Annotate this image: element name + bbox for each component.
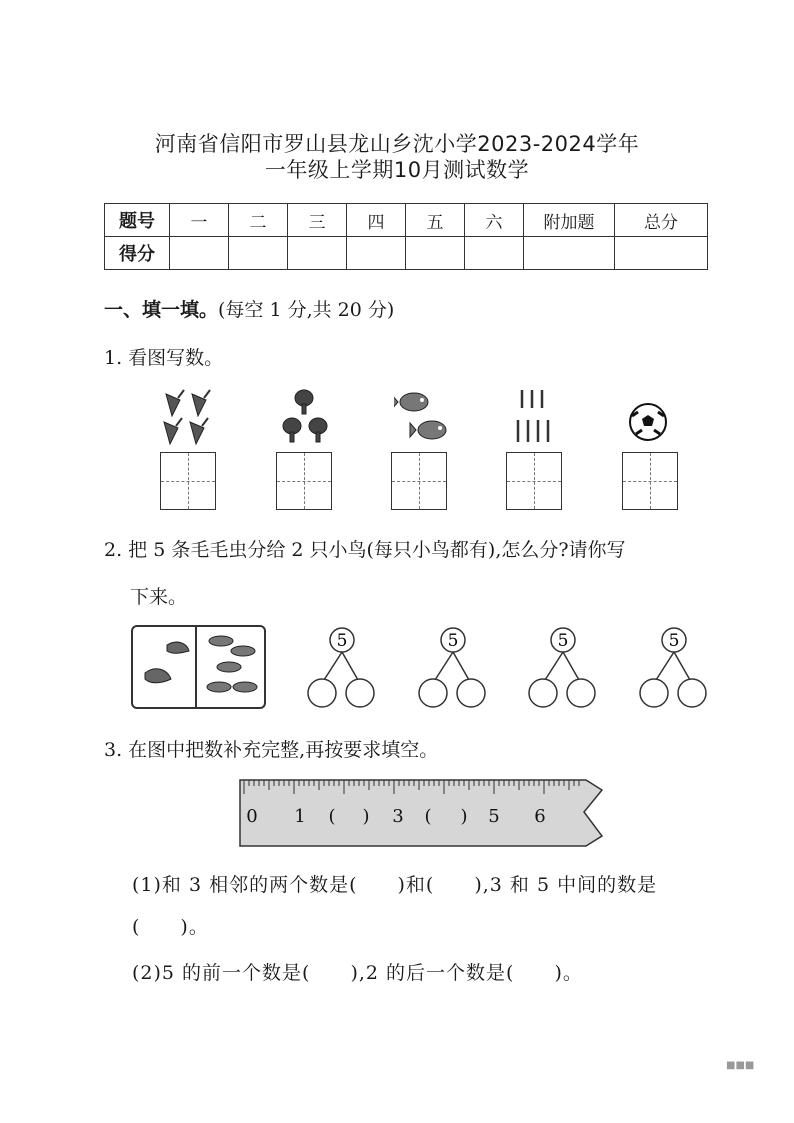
score-header-cell: 二: [229, 204, 288, 237]
answer-grid-carrot[interactable]: [160, 452, 216, 510]
ruler-label: (: [424, 806, 432, 827]
number-bond-left-blank: [308, 679, 336, 707]
number-bond-right-blank: [567, 679, 595, 707]
subquestion-1-line1: (1)和 3 相邻的两个数是( )和( ),3 和 5 中间的数是: [132, 874, 658, 896]
answer-grid-fork[interactable]: [506, 452, 562, 510]
score-entry-cell[interactable]: [288, 237, 347, 270]
score-header-cell: 一: [170, 204, 229, 237]
score-header-cell: 题号: [105, 204, 170, 237]
carrot-icon: [158, 386, 218, 448]
question-2-line1: 2. 把 5 条毛毛虫分给 2 只小鸟(每只小鸟都有),怎么分?请你写: [104, 539, 626, 561]
score-entry-cell[interactable]: [465, 237, 524, 270]
fork-icon: [512, 388, 556, 444]
ruler-label: 3: [392, 806, 404, 827]
number-bond-left-blank: [419, 679, 447, 707]
fish-icon: [394, 388, 450, 444]
score-entry-cell[interactable]: [524, 237, 615, 270]
number-bond-top: 5: [668, 631, 680, 651]
question-3-text: 3. 在图中把数补充完整,再按要求填空。: [104, 739, 439, 761]
ruler-label: 6: [534, 806, 546, 827]
number-bond-right-blank: [678, 679, 706, 707]
ruler-label: 5: [488, 806, 500, 827]
exam-title-line1: 河南省信阳市罗山县龙山乡沈小学2023-2024学年: [154, 132, 640, 156]
score-entry-cell[interactable]: [347, 237, 406, 270]
number-bond-right-blank: [457, 679, 485, 707]
bird-icon: [137, 631, 193, 703]
ruler-label: (: [328, 806, 336, 827]
number-bond-left-blank: [640, 679, 668, 707]
subquestion-2: (2)5 的前一个数是( ),2 的后一个数是( )。: [132, 962, 583, 984]
subquestion-1-line2: ( )。: [132, 916, 209, 938]
section-title: 一、填一填。: [104, 299, 219, 321]
ruler-label: ): [460, 806, 468, 827]
number-bond-3: [523, 622, 603, 712]
section-note: (每空 1 分,共 20 分): [218, 299, 395, 321]
answer-grid-fish[interactable]: [391, 452, 447, 510]
exam-title-line2: 一年级上学期10月测试数学: [264, 158, 530, 182]
answer-grid-bok-choy[interactable]: [276, 452, 332, 510]
birds-and-caterpillars-picture: [131, 625, 266, 709]
answer-grid-ball[interactable]: [622, 452, 678, 510]
number-bond-2: [413, 622, 493, 712]
score-entry-cell[interactable]: [170, 237, 229, 270]
score-entry-cell[interactable]: [229, 237, 288, 270]
score-row-label: 得分: [105, 237, 170, 270]
ruler-label: 1: [294, 806, 306, 827]
question-1-text: 1. 看图写数。: [104, 347, 224, 369]
score-entry-cell[interactable]: [615, 237, 708, 270]
number-bond-1: [302, 622, 382, 712]
number-bond-top: 5: [447, 631, 459, 651]
section-heading: [104, 295, 394, 322]
number-bond-left-blank: [529, 679, 557, 707]
score-header-cell: 五: [406, 204, 465, 237]
score-entry-cell[interactable]: [406, 237, 465, 270]
ruler-label: 0: [246, 806, 258, 827]
number-bond-top: 5: [336, 631, 348, 651]
caterpillar-icon: [199, 631, 263, 703]
ruler-picture: [236, 776, 606, 848]
score-header-cell: 四: [347, 204, 406, 237]
ruler-label: ): [362, 806, 370, 827]
question-2-line2: 下来。: [130, 586, 188, 608]
number-bond-top: 5: [557, 631, 569, 651]
number-bond-right-blank: [346, 679, 374, 707]
soccer-ball-icon: [628, 402, 668, 442]
bok-choy-icon: [280, 386, 332, 446]
footer-mark: ■■■: [726, 1060, 755, 1071]
score-header-cell: 六: [465, 204, 524, 237]
score-header-cell: 总分: [615, 204, 708, 237]
score-header-cell: 三: [288, 204, 347, 237]
score-header-cell: 附加题: [524, 204, 615, 237]
score-table: [104, 203, 708, 270]
number-bond-4: [634, 622, 714, 712]
